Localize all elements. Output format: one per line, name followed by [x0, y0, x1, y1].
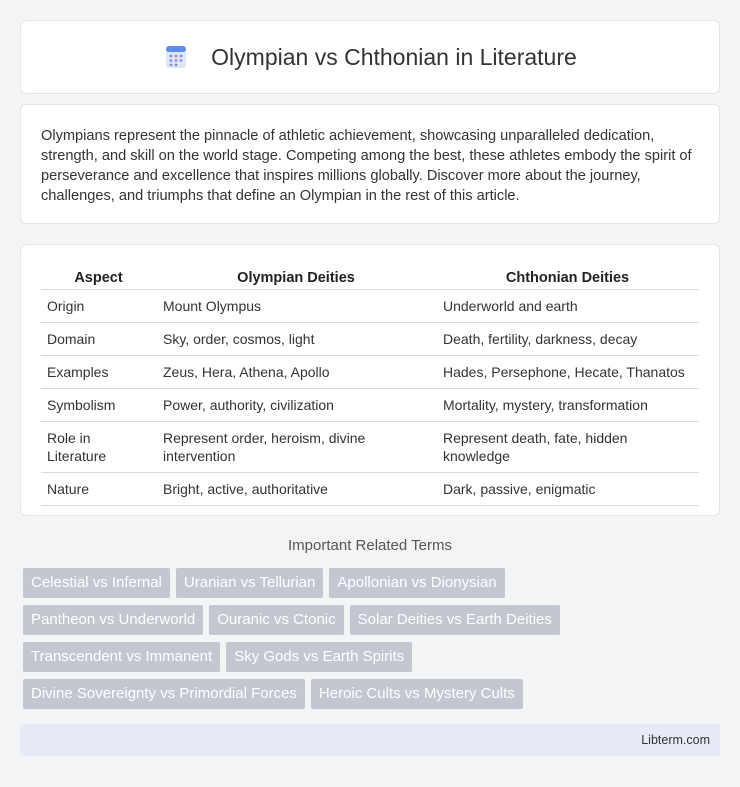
- related-term-tag[interactable]: Heroic Cults vs Mystery Cults: [311, 679, 523, 709]
- table-cell: Nature: [41, 473, 156, 506]
- footer-site-link[interactable]: Libterm.com: [641, 733, 710, 747]
- table-row: [41, 290, 699, 323]
- table-row: [41, 356, 699, 389]
- related-terms-title: Important Related Terms: [288, 537, 452, 554]
- comparison-table: [41, 265, 699, 506]
- table-cell: Mortality, mystery, transformation: [436, 389, 699, 422]
- intro-card: [20, 104, 720, 224]
- column-header-olympian: Olympian Deities: [156, 265, 436, 290]
- table-cell: Represent order, heroism, divine intervention: [156, 422, 436, 473]
- related-term-tag[interactable]: Apollonian vs Dionysian: [329, 568, 504, 598]
- table-cell: Sky, order, cosmos, light: [156, 323, 436, 356]
- table-cell: Role in Literature: [41, 422, 156, 473]
- related-term-tag[interactable]: Celestial vs Infernal: [23, 568, 170, 598]
- related-term-tag[interactable]: Solar Deities vs Earth Deities: [350, 605, 560, 635]
- table-cell: Domain: [41, 323, 156, 356]
- table-cell: Underworld and earth: [436, 290, 699, 323]
- tag-row: [23, 605, 723, 635]
- table-cell: Mount Olympus: [156, 290, 436, 323]
- tag-row: [23, 568, 723, 598]
- footer: [20, 724, 720, 756]
- table-cell: Zeus, Hera, Athena, Apollo: [156, 356, 436, 389]
- intro-text: Olympians represent the pinnacle of athletic achievement, showcasing unparalleled dedication, strength, and skill on the world stage. Competing among the best, these athletes embody the spirit of perseverance and excellence that inspires millions globally. Discover more about the journey, challenges, and triumphs that define an Olympian in the rest of this article.: [41, 128, 692, 204]
- related-term-tag[interactable]: Sky Gods vs Earth Spirits: [226, 642, 412, 672]
- table-cell: Bright, active, authoritative: [156, 473, 436, 506]
- header-card: [20, 20, 720, 94]
- table-row: [41, 422, 699, 473]
- table-row: [41, 473, 699, 506]
- column-header-chthonian: Chthonian Deities: [436, 265, 699, 290]
- related-term-tag[interactable]: Uranian vs Tellurian: [176, 568, 323, 598]
- column-header-aspect: Aspect: [41, 265, 156, 290]
- table-header-row: [41, 265, 699, 290]
- related-terms: [23, 568, 723, 716]
- tag-row: [23, 679, 723, 709]
- table-row: [41, 389, 699, 422]
- table-cell: Origin: [41, 290, 156, 323]
- table-cell: Symbolism: [41, 389, 156, 422]
- comparison-card: [20, 244, 720, 516]
- related-term-tag[interactable]: Ouranic vs Ctonic: [209, 605, 343, 635]
- table-cell: Examples: [41, 356, 156, 389]
- tag-row: [23, 642, 723, 672]
- related-term-tag[interactable]: Divine Sovereignty vs Primordial Forces: [23, 679, 305, 709]
- table-cell: Hades, Persephone, Hecate, Thanatos: [436, 356, 699, 389]
- page-title: Olympian vs Chthonian in Literature: [211, 43, 577, 70]
- related-term-tag[interactable]: Transcendent vs Immanent: [23, 642, 220, 672]
- document-icon: [163, 44, 189, 70]
- related-term-tag[interactable]: Pantheon vs Underworld: [23, 605, 203, 635]
- table-cell: Death, fertility, darkness, decay: [436, 323, 699, 356]
- table-cell: Power, authority, civilization: [156, 389, 436, 422]
- title-wrap: [163, 44, 577, 71]
- table-cell: Dark, passive, enigmatic: [436, 473, 699, 506]
- table-cell: Represent death, fate, hidden knowledge: [436, 422, 699, 473]
- table-row: [41, 323, 699, 356]
